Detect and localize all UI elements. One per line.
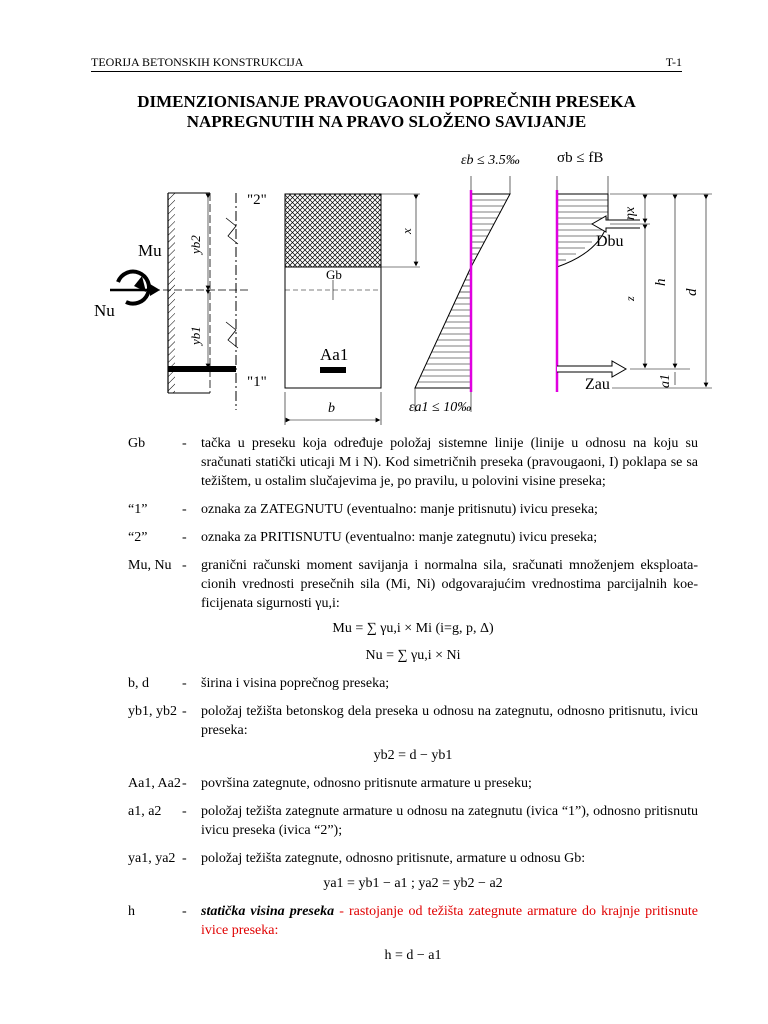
- def-edge-2: [128, 528, 698, 547]
- def-desc: položaj težišta zategnute, odnosno pritisnute, armature u odnosu Gb:: [201, 851, 586, 866]
- label-aa1: Aa1: [320, 345, 349, 364]
- def-gb: [128, 434, 698, 491]
- formula-ya: ya1 = yb1 − a1 ; ya2 = yb2 − a2: [323, 876, 503, 891]
- cross-section-diagram: [0, 0, 768, 440]
- def-term: h: [128, 904, 135, 919]
- def-aa: [128, 774, 698, 793]
- def-dash: -: [182, 804, 187, 819]
- label-h: h: [653, 278, 669, 286]
- def-term: “1”: [128, 502, 148, 517]
- def-mu-nu: [128, 556, 698, 665]
- label-eta-x: ηx: [623, 206, 638, 220]
- label-d: d: [684, 288, 700, 296]
- def-h-red: rastojanje od težišta zategnute armature do krajnje pritisnute ivice preseka:: [201, 904, 698, 938]
- label-gb: Gb: [326, 267, 342, 282]
- definition-list: [128, 434, 698, 974]
- formula-mu: Mu = ∑ γu,i × Mi (i=g, p, Δ): [332, 621, 494, 636]
- formula-nu: Nu = ∑ γu,i × Ni: [365, 648, 461, 663]
- title-line-1: DIMENZIONISANJE PRAVOUGAONIH POPREČNIH PRESEKA: [137, 92, 636, 111]
- strain-diagram: [415, 176, 510, 412]
- label-1: "1": [247, 374, 267, 390]
- label-x: x: [399, 228, 414, 234]
- label-zau: Zau: [585, 376, 610, 393]
- def-dash: -: [182, 704, 187, 719]
- label-dbu: Dbu: [596, 233, 624, 250]
- label-eps-b: εb ≤ 3.5‰: [461, 153, 520, 168]
- def-term: Gb: [128, 436, 146, 451]
- def-term: Aa1, Aa2: [128, 776, 181, 791]
- label-eps-a1: εa1 ≤ 10‰: [409, 400, 472, 415]
- label-z: z: [623, 296, 637, 301]
- title-line-2: NAPREGNUTIH NA PRAVO SLOŽENO SAVIJANJE: [186, 112, 587, 131]
- def-dash: -: [182, 530, 187, 545]
- def-term: Mu, Nu: [128, 558, 172, 573]
- formula-h: h = d − a1: [384, 948, 442, 963]
- def-term: b, d: [128, 676, 149, 691]
- def-h: [128, 902, 698, 965]
- def-dash: -: [182, 776, 187, 791]
- def-desc: položaj težišta betonskog dela preseka u odnosu na zategnutu, odnosno pritisnutu, ivicu preseka:: [201, 704, 698, 738]
- def-h-sep: -: [334, 904, 349, 919]
- def-h-bold: statička visina preseka: [201, 904, 335, 919]
- label-2: "2": [247, 192, 267, 208]
- def-term: a1, a2: [128, 804, 162, 819]
- label-yb2: yb2: [188, 235, 203, 254]
- member-elevation: [110, 193, 250, 410]
- page-number: T-1: [665, 55, 682, 69]
- def-desc: [201, 902, 698, 940]
- def-desc: oznaka za PRITISNUTU (eventualno: manje zategnutu) ivicu preseka;: [201, 530, 598, 545]
- def-yb: [128, 702, 698, 765]
- def-dash: -: [182, 904, 187, 919]
- def-dash: -: [182, 436, 187, 451]
- def-dash: -: [182, 558, 187, 573]
- def-term: “2”: [128, 530, 148, 545]
- def-desc: oznaka za ZATEGNUTU (eventualno: manje pritisnutu) ivicu preseka;: [201, 502, 598, 517]
- def-ya: [128, 849, 698, 893]
- label-mu: Mu: [138, 241, 162, 260]
- def-term: ya1, ya2: [128, 851, 176, 866]
- label-sigma-b: σb ≤ fB: [557, 150, 604, 166]
- def-dash: -: [182, 851, 187, 866]
- header-title: TEORIJA BETONSKIH KONSTRUKCIJA: [91, 55, 304, 69]
- def-desc: širina i visina poprečnog preseka;: [201, 676, 390, 691]
- label-a1: a1: [658, 374, 673, 388]
- label-yb1: yb1: [188, 326, 203, 345]
- def-a: [128, 802, 698, 840]
- def-desc: površina zategnute, odnosno pritisnute armature u preseku;: [201, 776, 532, 791]
- formula-yb2: yb2 = d − yb1: [373, 748, 453, 763]
- def-dash: -: [182, 502, 187, 517]
- def-desc: granični računski moment savijanja i normalna sila, sračunati množenjem eksploata-cionih vrednosti presečnih sila (Mi, Ni) odgovarajućim vrednostima parcijalnih koe-ficijenata sigurnosti γu,i:: [201, 558, 698, 611]
- label-nu: Nu: [94, 301, 115, 320]
- def-b-d: [128, 674, 698, 693]
- def-term: yb1, yb2: [128, 704, 177, 719]
- def-desc: tačka u preseku koja određuje položaj sistemne linije (linije u odnosu na koju su sračunati statički uticaji M i N). Kod simetričnih preseka (pravougaoni, I) poklapa se sa težištem, u ostalim slučajevima je, po pravilu, u polovini visine preseka;: [201, 436, 698, 489]
- def-dash: -: [182, 676, 187, 691]
- def-edge-1: [128, 500, 698, 519]
- def-desc: položaj težišta zategnute armature u odnosu na zategnutu (ivica “1”), odnosno pritisnutu ivicu preseka (ivica “2”);: [201, 804, 698, 838]
- label-b: b: [328, 401, 335, 416]
